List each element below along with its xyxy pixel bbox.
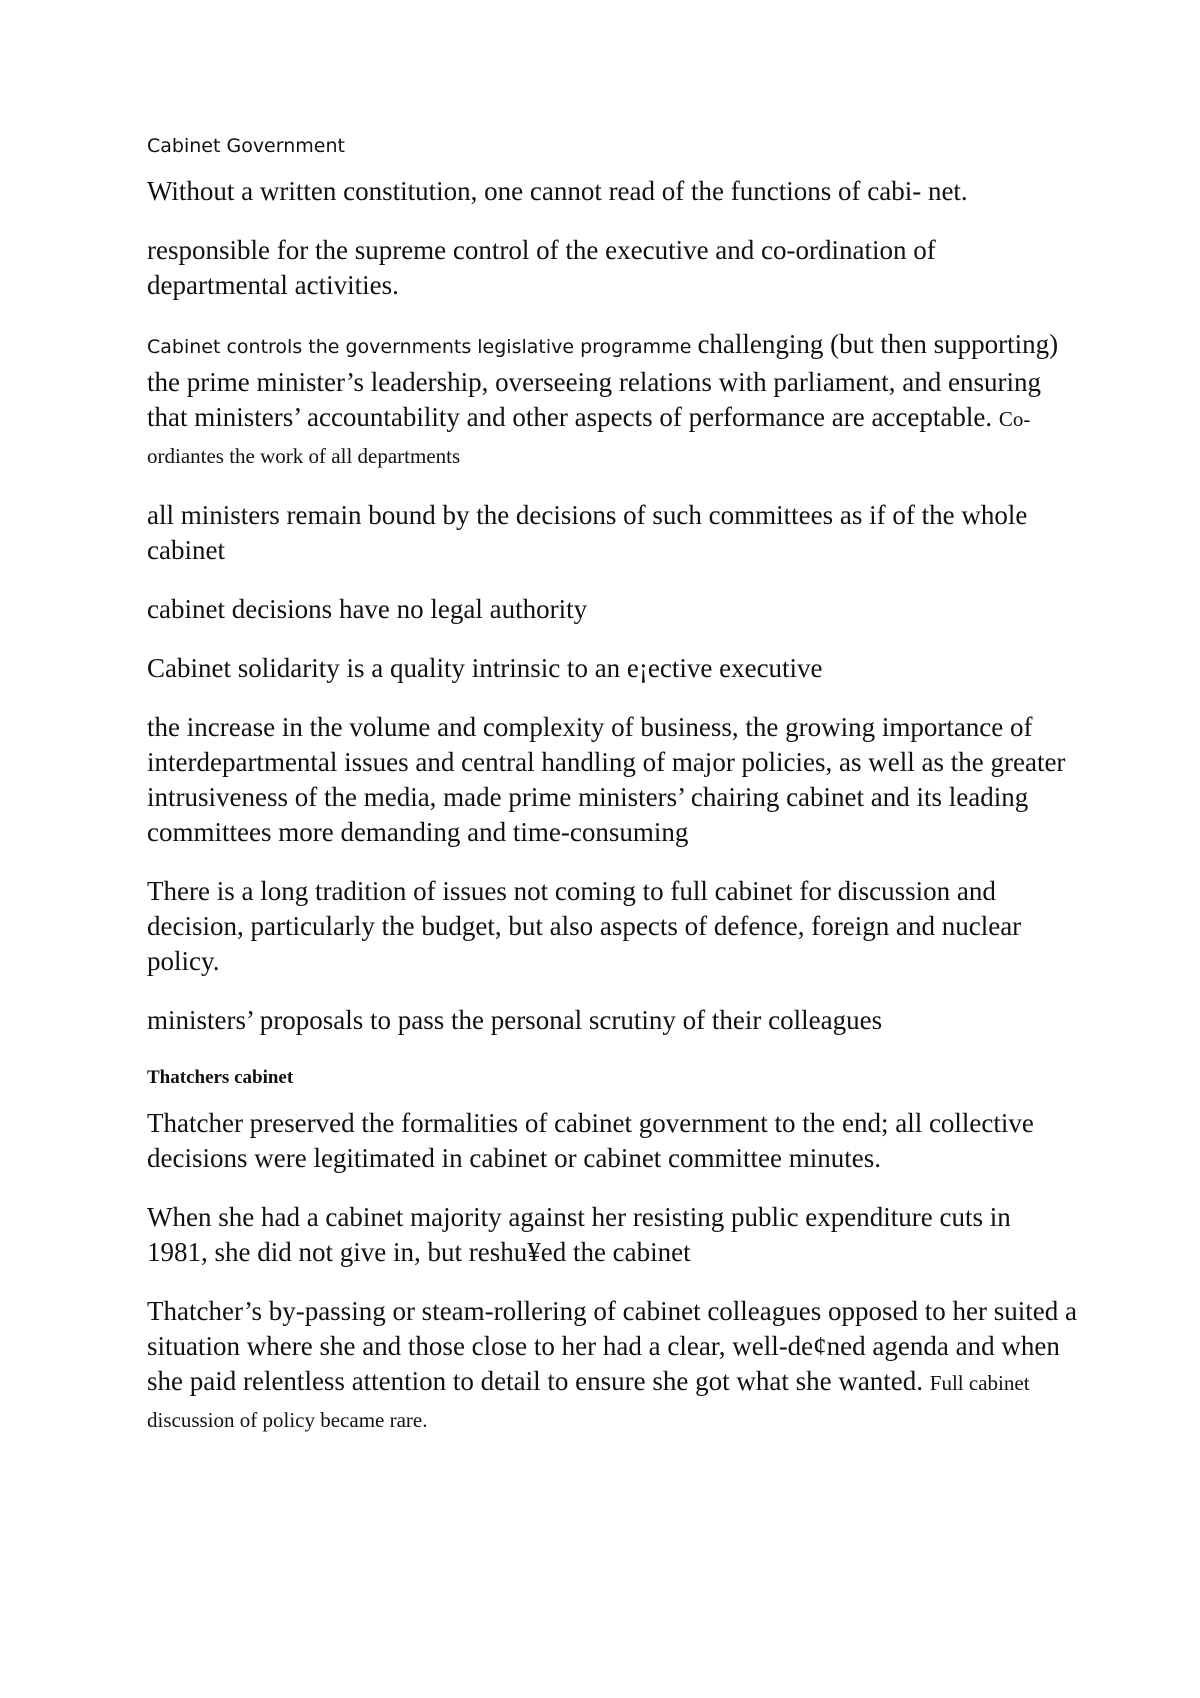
document-body [147, 130, 1077, 1462]
paragraph: Thatcher preserved the formalities of cabinet government to the end; all collective decisions were legitimated in cabinet or cabinet committee minutes. [147, 1108, 1034, 1173]
paragraph: Without a written constitution, one cannot read of the functions of cabi- net. [147, 176, 968, 206]
paragraph-body: Thatcher’s by-passing or steam-rollering of cabinet colleagues opposed to her suited a situation where she and those close to her had a clear, well-de¢ned agenda and when she paid relentless attention to detail to ensure she got what she wanted. [147, 1296, 1077, 1396]
paragraph: all ministers remain bound by the decisions of such committees as if of the whole cabinet [147, 500, 1028, 565]
paragraph-body: challenging (but then supporting) the prime minister’s leadership, overseeing relations with parliament, and ensuring that ministers’ accountability and other aspects of performance are acceptable. [147, 329, 1059, 432]
paragraph-last [147, 1294, 1077, 1438]
paragraph-tail: Full cabinet discussion of policy became rare. [147, 1371, 1030, 1432]
paragraph: Cabinet solidarity is a quality intrinsic to an e¡ective executive [147, 653, 823, 683]
paragraph: ministers’ proposals to pass the personal scrutiny of their colleagues [147, 1005, 883, 1035]
paragraph: the increase in the volume and complexity of business, the growing importance of interdepartmental issues and central handling of major policies, as well as the greater intrusiveness of the media, made prime ministers’ chairing cabinet and its leading committees more demanding and time-consuming [147, 712, 1066, 847]
page-title: Cabinet Government [147, 135, 345, 157]
paragraph: There is a long tradition of issues not coming to full cabinet for discussion and decision, particularly the budget, but also aspects of defence, foreign and nuclear policy. [147, 876, 1022, 976]
paragraph-tail: Co-ordiantes the work of all departments [147, 407, 1031, 468]
paragraph: When she had a cabinet majority against her resisting public expenditure cuts in 1981, she did not give in, but reshu¥ed the cabinet [147, 1202, 1011, 1267]
paragraph-cabinet-controls [147, 327, 1077, 474]
section-heading: Thatchers cabinet [147, 1067, 294, 1088]
paragraph: cabinet decisions have no legal authority [147, 594, 588, 624]
paragraph-lead: Cabinet controls the governments legislative programme [147, 336, 698, 358]
paragraph: responsible for the supreme control of the executive and co-ordination of departmental activities. [147, 235, 936, 300]
